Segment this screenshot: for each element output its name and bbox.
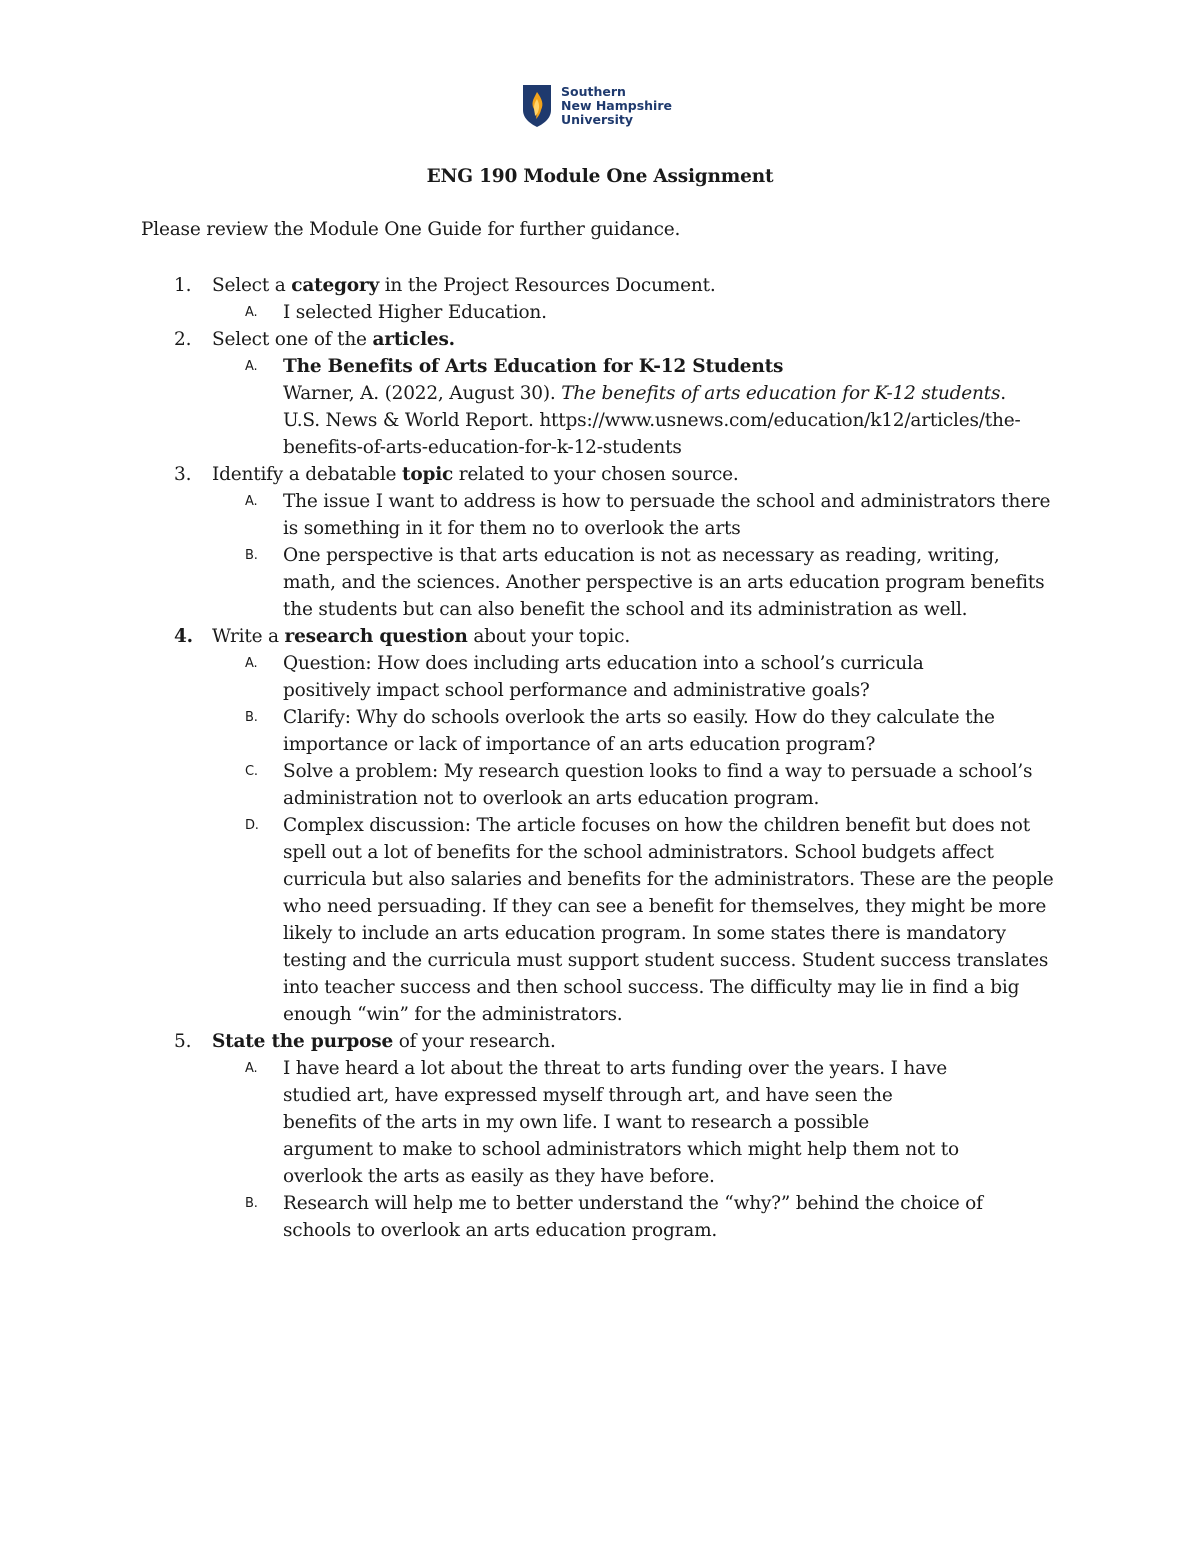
sub-item-letter: A. xyxy=(245,656,258,671)
article-heading xyxy=(283,353,783,380)
item-number xyxy=(174,623,198,650)
citation-line xyxy=(0,380,1200,407)
list-item-4 xyxy=(0,623,1200,650)
sub-item-letter: B. xyxy=(245,1196,258,1211)
sub-item-text: enough “win” for the administrators. xyxy=(283,1004,623,1025)
sub-item-text: Question: How does including arts education into a school’s curricula xyxy=(283,653,924,674)
sub-item xyxy=(0,758,1200,785)
item-text-post: related to your chosen source. xyxy=(453,464,739,485)
logo-line-2: New Hampshire xyxy=(561,98,672,113)
sub-item-text: I have heard a lot about the threat to arts funding over the years. I have xyxy=(283,1058,947,1079)
sub-item-text: testing and the curricula must support student success. Student success translates xyxy=(283,950,1049,971)
sub-item xyxy=(0,650,1200,677)
sub-item-letter: B. xyxy=(245,710,258,725)
sub-item-continued xyxy=(0,569,1200,596)
sub-item-text: Clarify: Why do schools overlook the arts so easily. How do they calculate the xyxy=(283,707,995,728)
sub-item xyxy=(0,488,1200,515)
item-text-bold: research question xyxy=(284,626,468,647)
sub-item-continued xyxy=(0,839,1200,866)
sub-item-continued xyxy=(0,731,1200,758)
sub-item xyxy=(0,1055,1200,1082)
sub-item-continued xyxy=(0,1136,1200,1163)
item-number: 5. xyxy=(174,1031,192,1052)
sub-item-continued xyxy=(0,596,1200,623)
citation-period: . xyxy=(1000,383,1006,404)
sub-item-letter: A. xyxy=(245,359,258,374)
sub-item-text: math, and the sciences. Another perspective is an arts education program benefits xyxy=(283,572,1045,593)
logo-line-1: Southern xyxy=(561,84,626,99)
citation-url-continued: benefits-of-arts-education-for-k-12-students xyxy=(283,437,682,458)
sub-item-continued xyxy=(0,893,1200,920)
item-text-post: of your research. xyxy=(393,1031,556,1052)
sub-item-text: administration not to overlook an arts education program. xyxy=(283,788,820,809)
logo-line-3: University xyxy=(561,112,633,127)
sub-item-continued xyxy=(0,1163,1200,1190)
sub-item-continued xyxy=(0,920,1200,947)
list-item-1 xyxy=(0,272,1200,299)
intro-paragraph: Please review the Module One Guide for further guidance. xyxy=(141,219,681,240)
sub-item-continued xyxy=(0,1082,1200,1109)
item-number: 1. xyxy=(174,275,192,296)
sub-item-text: positively impact school performance and administrative goals? xyxy=(283,680,870,701)
sub-item-text: is something in it for them no to overlook the arts xyxy=(283,518,741,539)
sub-item-text: the students but can also benefit the school and its administration as well. xyxy=(283,599,968,620)
item-text-bold: State the purpose xyxy=(212,1031,394,1052)
item-text-pre: Identify a debatable xyxy=(212,464,402,485)
citation-source-url: U.S. News & World Report. https://www.usnews.com/education/k12/articles/the- xyxy=(283,410,1021,431)
sub-item-letter: C. xyxy=(245,764,258,779)
sub-item-continued xyxy=(0,1109,1200,1136)
university-logo xyxy=(522,84,672,128)
sub-item-continued xyxy=(0,515,1200,542)
citation-text xyxy=(283,380,1006,407)
sub-item xyxy=(0,704,1200,731)
sub-item-text: Research will help me to better understand the “why?” behind the choice of xyxy=(283,1193,983,1214)
sub-item xyxy=(0,299,1200,326)
sub-item-continued xyxy=(0,677,1200,704)
item-text-pre: Write a xyxy=(212,626,285,647)
shield-flame-icon xyxy=(522,84,552,128)
article-title: The Benefits of Arts Education for K-12 Students xyxy=(283,356,784,377)
item-text xyxy=(212,623,630,650)
sub-item-letter: D. xyxy=(245,818,259,833)
sub-item xyxy=(0,1190,1200,1217)
sub-item xyxy=(0,353,1200,380)
sub-item xyxy=(0,812,1200,839)
sub-item-text: into teacher success and then school success. The difficulty may lie in find a big xyxy=(283,977,1020,998)
item-text-bold: category xyxy=(291,275,380,296)
sub-item-text: who need persuading. If they can see a benefit for themselves, they might be more xyxy=(283,896,1047,917)
sub-item-text: I selected Higher Education. xyxy=(283,302,547,323)
citation-title: The benefits of arts education for K-12 students xyxy=(561,383,1001,404)
sub-item-continued xyxy=(0,1217,1200,1244)
sub-item-text: spell out a lot of benefits for the school administrators. School budgets affect xyxy=(283,842,994,863)
sub-item-text: likely to include an arts education program. In some states there is mandatory xyxy=(283,923,1006,944)
citation-author: Warner, A. (2022, August 30). xyxy=(283,383,562,404)
list-item-2 xyxy=(0,326,1200,353)
sub-item-letter: A. xyxy=(245,1061,258,1076)
sub-item-text: overlook the arts as easily as they have before. xyxy=(283,1166,715,1187)
sub-item-text: studied art, have expressed myself through art, and have seen the xyxy=(283,1085,893,1106)
item-text-bold: topic xyxy=(401,464,454,485)
sub-item-text: Solve a problem: My research question looks to find a way to persuade a school’s xyxy=(283,761,1033,782)
sub-item-continued xyxy=(0,947,1200,974)
item-text-post: in the Project Resources Document. xyxy=(379,275,716,296)
item-text xyxy=(212,326,455,353)
sub-item-continued xyxy=(0,866,1200,893)
sub-item-text: schools to overlook an arts education program. xyxy=(283,1220,718,1241)
sub-item-text: curricula but also salaries and benefits for the administrators. These are the people xyxy=(283,869,1054,890)
item-number: 2. xyxy=(174,329,192,350)
sub-item-text: The issue I want to address is how to persuade the school and administrators there xyxy=(283,491,1051,512)
sub-item-continued xyxy=(0,974,1200,1001)
item-text xyxy=(212,461,739,488)
page-title: ENG 190 Module One Assignment xyxy=(426,166,774,187)
sub-item-letter: A. xyxy=(245,494,258,509)
sub-item-continued xyxy=(0,785,1200,812)
citation-line xyxy=(0,407,1200,434)
sub-item-text: One perspective is that arts education is not as necessary as reading, writing, xyxy=(283,545,1000,566)
sub-item-text: benefits of the arts in my own life. I want to research a possible xyxy=(283,1112,869,1133)
citation-line xyxy=(0,434,1200,461)
list-item-3 xyxy=(0,461,1200,488)
item-number: 3. xyxy=(174,464,192,485)
sub-item-text: Complex discussion: The article focuses on how the children benefit but does not xyxy=(283,815,1030,836)
item-number-bold: 4. xyxy=(174,626,193,647)
logo-wordmark xyxy=(561,85,672,127)
sub-item-letter: B. xyxy=(245,548,258,563)
item-text-bold: articles. xyxy=(372,329,455,350)
sub-item xyxy=(0,542,1200,569)
sub-item-continued xyxy=(0,1001,1200,1028)
item-text xyxy=(212,272,716,299)
item-text-pre: Select a xyxy=(212,275,292,296)
item-text xyxy=(212,1028,556,1055)
sub-item-text: argument to make to school administrators which might help them not to xyxy=(283,1139,959,1160)
item-text-pre: Select one of the xyxy=(212,329,373,350)
assignment-list xyxy=(0,272,1200,1244)
list-item-5 xyxy=(0,1028,1200,1055)
item-text-post: about your topic. xyxy=(467,626,630,647)
sub-item-text: importance or lack of importance of an arts education program? xyxy=(283,734,876,755)
sub-item-letter: A. xyxy=(245,305,258,320)
